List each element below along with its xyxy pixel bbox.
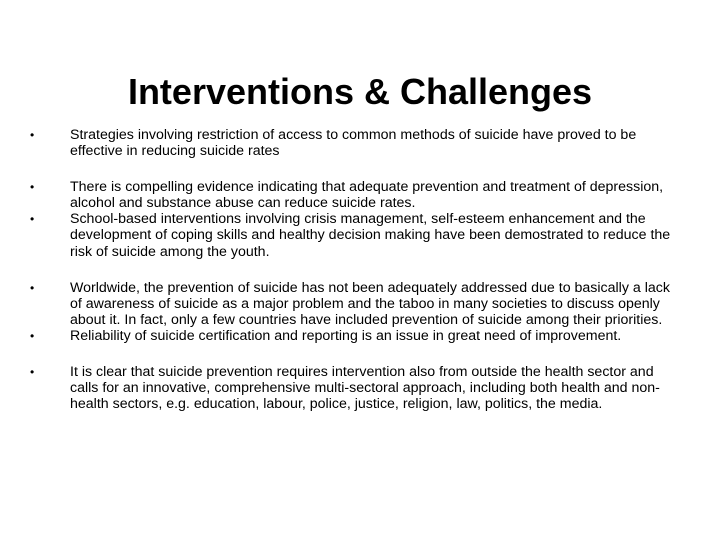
bullet-text: School-based interventions involving crisis management, self-esteem enhancement and the development of coping skills and healthy decision making have been demostrated to reduce the risk of suicide among the youth. [70, 211, 671, 260]
bullet-spacer [30, 159, 675, 179]
bullet-marker: • [30, 280, 35, 295]
slide-title: Interventions & Challenges [127, 71, 593, 112]
bullet-spacer [30, 344, 675, 364]
bullet-marker: • [30, 180, 35, 195]
bullet-marker: • [30, 365, 35, 380]
bullet-text: There is compelling evidence indicating that adequate prevention and treatment of depression, alcohol and substance abuse can reduce suicide rates. [70, 179, 664, 212]
bullet-item [30, 280, 675, 328]
bullet-item [30, 328, 675, 344]
bullet-text: Strategies involving restriction of access to common methods of suicide have proved to be effective in reducing suicide rates [70, 127, 637, 160]
bullet-marker: • [30, 212, 35, 227]
bullet-item [30, 179, 675, 211]
bullet-text: It is clear that suicide prevention requires intervention also from outside the health sector and calls for an innovative, comprehensive multi-sectoral approach, including both health and non-health sectors, e.g. education, labour, police, justice, religion, law, politics, the media. [70, 364, 660, 413]
bullet-item [30, 127, 675, 159]
bullet-item [30, 211, 675, 259]
bullet-marker: • [30, 328, 35, 343]
bullet-list [30, 127, 675, 412]
bullet-text: Reliability of suicide certification and reporting is an issue in great need of improvement. [70, 327, 622, 344]
bullet-text: Worldwide, the prevention of suicide has not been adequately addressed due to basically a lack of awareness of suicide as a major problem and the taboo in many societies to discuss openly about it. In fact, only a few countries have included prevention of suicide among their priorities. [70, 279, 670, 328]
bullet-item [30, 364, 675, 412]
bullet-marker: • [30, 128, 35, 142]
bullet-spacer [30, 260, 675, 280]
